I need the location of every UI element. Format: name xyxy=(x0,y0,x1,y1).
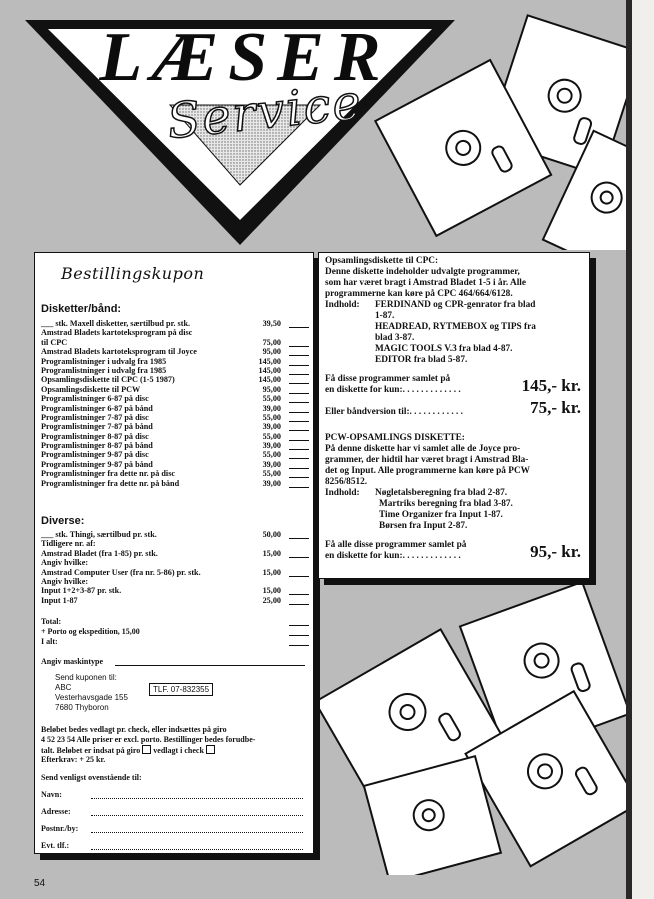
order-row-label: Programlistninger fra dette nr. på bånd xyxy=(41,478,180,488)
order-row-label: Angiv hvilke: xyxy=(41,558,89,568)
header-subtitle: Service xyxy=(164,73,366,151)
order-row-label: Opsamlingsdiskette til PCW xyxy=(41,384,141,394)
maskintype-label: Angiv maskintype xyxy=(41,657,104,666)
address-field-input[interactable] xyxy=(91,849,303,850)
order-row-label: Programlistninger 6-87 på bånd xyxy=(41,403,153,413)
order-row-price: 39,00 xyxy=(262,459,281,469)
order-row-price: 55,00 xyxy=(262,412,281,422)
cpc-offer: en diskette for kun:. . . . . . . . . . . . . xyxy=(325,385,461,395)
band-price-line xyxy=(325,398,587,423)
order-row xyxy=(41,549,309,558)
cpc-offer: Få disse programmer samlet på xyxy=(325,374,451,384)
cpc-body: Denne diskette indeholder udvalgte programmer, xyxy=(325,267,520,277)
band-offer: Eller båndversion til:. . . . . . . . . . . . xyxy=(325,407,463,417)
order-row xyxy=(41,375,309,384)
order-row-price: 95,00 xyxy=(262,384,281,394)
giro-checkbox[interactable] xyxy=(142,745,151,754)
pcw-price: 95,- kr. xyxy=(530,542,581,561)
order-row-label: Amstrad Bladets kartoteksprogram til Joyce xyxy=(41,347,197,357)
pcw-body: det og Input. Alle programmerne kan køre på PCW xyxy=(325,466,530,476)
order-row-label: Programlistninger i udvalg fra 1985 xyxy=(41,356,167,366)
total-line[interactable] xyxy=(289,625,309,626)
order-row-price: 55,00 xyxy=(262,431,281,441)
order-row-label: Programlistninger 8-87 på disc xyxy=(41,431,149,441)
porto-line xyxy=(289,635,309,636)
coupon-heading: Bestillingskupon xyxy=(61,264,205,283)
order-row-price: 25,00 xyxy=(262,595,281,605)
order-row-label: Programlistninger 9-87 på disc xyxy=(41,450,149,460)
info-box xyxy=(318,252,590,579)
page-number: 54 xyxy=(34,878,46,889)
efterkrav-text: Efterkrav: + 25 kr. xyxy=(41,755,106,764)
order-row-price: 39,00 xyxy=(262,403,281,413)
order-row-price: 145,00 xyxy=(258,356,281,366)
address-field-input[interactable] xyxy=(91,798,303,799)
cpc-price: 145,- kr. xyxy=(521,376,581,395)
order-row xyxy=(41,568,309,577)
pcw-item: Time Organizer fra Input 1-87. xyxy=(379,510,503,520)
pcw-item: Martriks beregning fra blad 3-87. xyxy=(379,499,513,509)
order-row-label: Opsamlingsdiskette til CPC (1-5 1987) xyxy=(41,375,175,385)
pcw-item: Børsen fra Input 2-87. xyxy=(379,521,468,531)
order-row-price: 15,00 xyxy=(262,548,281,558)
order-row xyxy=(41,404,309,413)
order-row xyxy=(41,479,309,488)
order-row-label: Programlistninger fra dette nr. på disc xyxy=(41,469,176,479)
cpc-title: Opsamlingsdiskette til CPC: xyxy=(325,256,439,266)
order-row-price: 39,50 xyxy=(262,319,281,328)
disketter-title: Disketter/bånd: xyxy=(41,303,122,315)
send-instructions: Send venligst ovenstående til: xyxy=(41,773,142,782)
order-row xyxy=(41,422,309,431)
order-row xyxy=(41,328,309,337)
order-row xyxy=(41,558,309,567)
order-row-label: Amstrad Bladets kartoteksprogram på disc xyxy=(41,328,193,338)
order-row xyxy=(41,450,309,459)
address-field-label: Navn: xyxy=(41,790,62,799)
cpc-item: EDITOR fra blad 5-87. xyxy=(375,355,468,365)
order-row-label: Programlistninger 9-87 på bånd xyxy=(41,459,153,469)
address-line: 7680 Thyboron xyxy=(55,703,109,712)
order-row xyxy=(41,530,309,539)
address-field-label: Evt. tlf.: xyxy=(41,841,70,850)
order-row-price: 55,00 xyxy=(262,394,281,404)
address-field-input[interactable] xyxy=(91,815,303,816)
phone-box: TLF. 07-832355 xyxy=(149,683,213,696)
porto-label: + Porto og ekspedition, 15,00 xyxy=(41,627,140,636)
maskintype-field[interactable] xyxy=(115,665,305,666)
order-row-label: Tidligere nr. af: xyxy=(41,539,96,549)
order-row xyxy=(41,469,309,478)
order-row-price: 145,00 xyxy=(258,375,281,385)
order-row-price: 15,00 xyxy=(262,586,281,596)
pcw-body: På denne diskette har vi samlet alle de Joyce pro- xyxy=(325,444,521,454)
order-row-label: Programlistninger 8-87 på bånd xyxy=(41,441,153,451)
pcw-body: grammer, der hidtil har været bragt i Amstrad Bla- xyxy=(325,455,529,465)
send-label: Send kuponen til: xyxy=(55,673,117,682)
order-row-label: Programlistninger 7-87 på disc xyxy=(41,412,149,422)
order-row xyxy=(41,413,309,422)
cpc-item: 1-87. xyxy=(375,311,395,321)
order-row-price: 50,00 xyxy=(262,530,281,539)
order-row-label: Programlistninger 6-87 på disc xyxy=(41,394,149,404)
order-row-price: 95,00 xyxy=(262,347,281,357)
order-row xyxy=(41,441,309,450)
order-row-label: Amstrad Bladet (fra 1-85) pr. stk. xyxy=(41,548,158,558)
ialt-line[interactable] xyxy=(289,645,309,646)
order-row-price: 55,00 xyxy=(262,450,281,460)
order-row-price: 39,00 xyxy=(262,441,281,451)
address-field-label: Adresse: xyxy=(41,807,71,816)
address-line: ABC xyxy=(55,683,72,692)
order-row xyxy=(41,596,309,605)
cpc-item: FERDINAND og CPR-genrator fra blad xyxy=(375,300,536,310)
pcw-title: PCW-OPSAMLINGS DISKETTE: xyxy=(325,433,465,443)
ialt-label: I alt: xyxy=(41,637,58,646)
order-row-price: 55,00 xyxy=(262,469,281,479)
payment-options xyxy=(41,745,309,755)
order-row-label: til CPC xyxy=(41,337,68,347)
payment-text: Beløbet bedes vedlagt pr. check, eller indsættes på giro xyxy=(41,725,227,734)
pcw-offer: en diskette for kun:. . . . . . . . . . . . . xyxy=(325,551,461,561)
order-row-price: 39,00 xyxy=(262,478,281,488)
indhold-label: Indhold: xyxy=(325,488,360,498)
order-row-price: 15,00 xyxy=(262,567,281,577)
order-row xyxy=(41,338,309,347)
order-row xyxy=(41,539,309,548)
order-row-label: Input 1-87 xyxy=(41,595,78,605)
order-row-price: 39,00 xyxy=(262,422,281,432)
disketter-list xyxy=(41,319,309,488)
order-row xyxy=(41,366,309,375)
header-title: LÆSER xyxy=(99,19,391,96)
order-row xyxy=(41,394,309,403)
order-row xyxy=(41,460,309,469)
cpc-body: som har været bragt i Amstrad Bladet 1-5 i år. Alle xyxy=(325,278,526,288)
order-row-label: Programlistninger i udvalg fra 1985 xyxy=(41,365,167,375)
order-row-label: Angiv hvilke: xyxy=(41,576,89,586)
order-row-label: Input 1+2+3-87 pr. stk. xyxy=(41,586,122,596)
order-row-label: Amstrad Computer User (fra nr. 5-86) pr. stk. xyxy=(41,567,201,577)
floppy-disks-bottom xyxy=(320,580,626,875)
address-field-input[interactable] xyxy=(91,832,303,833)
payment-text: talt. Beløbet er indsat på giro xyxy=(41,746,141,755)
order-row xyxy=(41,577,309,586)
payment-text: vedlagt i check xyxy=(153,746,204,755)
order-row-price: 75,00 xyxy=(262,337,281,347)
order-row xyxy=(41,586,309,595)
order-row-price: 145,00 xyxy=(258,365,281,375)
cpc-body: programmerne kan køre på CPC 464/664/6128. xyxy=(325,289,513,299)
order-row xyxy=(41,319,309,328)
band-price: 75,- kr. xyxy=(530,398,581,417)
order-row xyxy=(41,385,309,394)
floppy-disks-top xyxy=(360,10,626,250)
cpc-item: blad 3-87. xyxy=(375,333,415,343)
check-checkbox[interactable] xyxy=(206,745,215,754)
order-row-label: ___ stk. Thingi, særtilbud pr. stk. xyxy=(41,530,157,539)
pcw-offer: Få alle disse programmer samlet på xyxy=(325,540,467,550)
address-field-label: Postnr./by: xyxy=(41,824,79,833)
pcw-item: Nøgletalsberegning fra blad 2-87. xyxy=(375,488,508,498)
address-line: Vesterhavsgade 155 xyxy=(55,693,128,702)
order-row xyxy=(41,347,309,356)
payment-text: 4 52 23 54 Alle priser er excl. porto. Bestillinger bedes forudbe- xyxy=(41,735,256,744)
order-coupon xyxy=(34,252,314,854)
order-row xyxy=(41,432,309,441)
indhold-label: Indhold: xyxy=(325,300,360,310)
order-quantity-field[interactable] xyxy=(289,604,309,605)
diverse-list xyxy=(41,530,309,605)
order-row-label: Programlistninger 7-87 på bånd xyxy=(41,422,153,432)
pcw-body: 8256/8512. xyxy=(325,477,368,487)
order-row xyxy=(41,357,309,366)
next-page-edge xyxy=(632,0,654,899)
cpc-item: HEADREAD, RYTMEBOX og TIPS fra xyxy=(375,322,536,332)
total-label: Total: xyxy=(41,617,62,626)
order-row-label: ___ stk. Maxell disketter, særtilbud pr. stk. xyxy=(41,319,191,328)
cpc-item: MAGIC TOOLS V.3 fra blad 4-87. xyxy=(375,344,513,354)
diverse-title: Diverse: xyxy=(41,515,85,527)
order-quantity-field[interactable] xyxy=(289,487,309,488)
